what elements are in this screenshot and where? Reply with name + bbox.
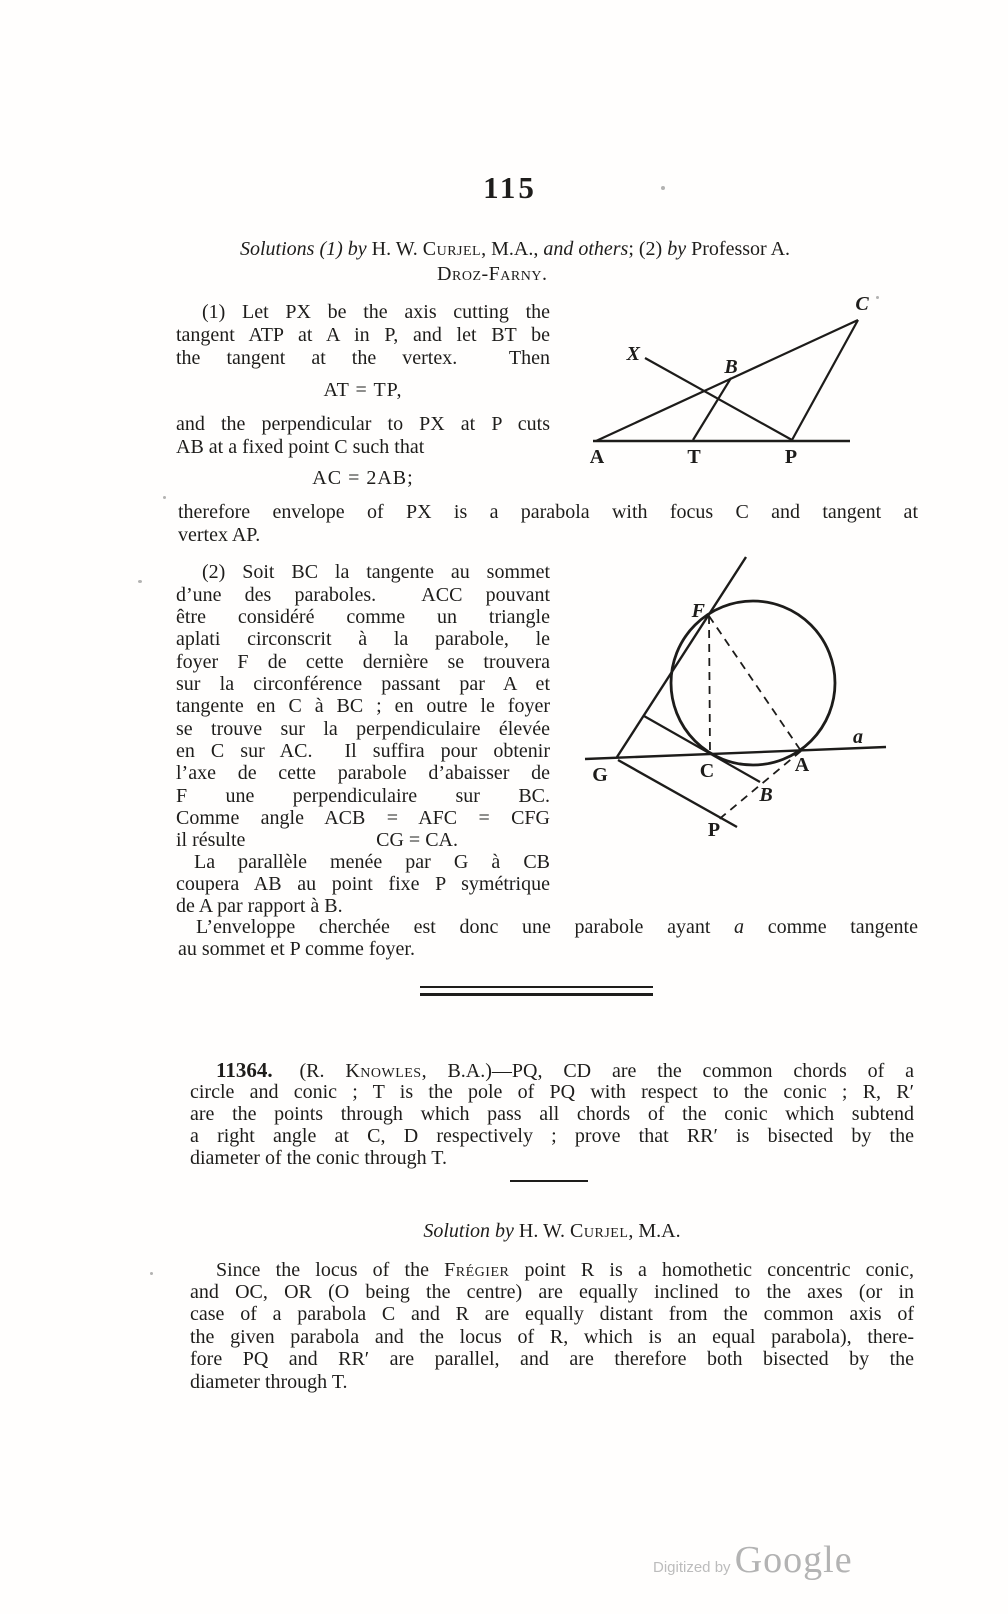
solution2-line: La parallèle menée par G à CB	[194, 851, 550, 873]
circle-through-A-F-tangent-C	[671, 601, 835, 765]
line-P-to-C	[792, 320, 858, 440]
scan-speck	[661, 186, 665, 190]
point-label-F: F	[691, 600, 705, 622]
point-label-G: G	[592, 764, 608, 786]
line-A-to-C	[596, 320, 858, 441]
attribution-segment: by	[667, 238, 687, 260]
point-label-B: B	[724, 356, 738, 378]
solutions-attribution-line1	[150, 238, 880, 260]
problem-statement-line: diameter of the conic through T.	[190, 1147, 447, 1169]
solution-body-line: and OC, OR (O being the centre) are equally inclined to the axes (or in	[190, 1281, 914, 1303]
attribution-segment: , M.A.,	[481, 238, 544, 260]
problem-statement-line: a right angle at C, D respectively ; prove that RR′ is bisected by the	[190, 1125, 914, 1147]
attribution-segment: Solutions (1) by	[239, 238, 372, 260]
scan-speck	[876, 296, 879, 299]
attribution-segment: Professor A.	[686, 238, 791, 260]
point-label-C: C	[855, 293, 869, 315]
digitized-by-text: Digitized by	[653, 1559, 735, 1576]
point-label-C: C	[699, 760, 715, 782]
solution-body-line	[190, 1259, 914, 1281]
dashed-line-F-to-C	[709, 616, 710, 753]
resulte-text: il résulte	[176, 829, 246, 851]
solution1-line: the tangent at the vertex. Then	[176, 347, 550, 369]
solution2-line: foyer F de cette dernière se trouvera	[176, 651, 550, 673]
solution2-conclusion-line	[178, 916, 918, 938]
solution2-line: F une perpendiculaire sur BC.	[176, 785, 550, 807]
digitized-by-google-watermark	[653, 1538, 853, 1582]
tangent-a-reference: a	[734, 916, 745, 938]
point-label-A: A	[589, 446, 605, 468]
solution2-line: d’une des paraboles. ACC pouvant	[176, 584, 550, 606]
fregier-reference: Frégier	[444, 1259, 510, 1281]
tangent-line-a	[585, 747, 886, 759]
solution2-line: tangente en C à BC ; en outre le foyer	[176, 695, 550, 717]
solution-by-text: Solution by	[423, 1220, 519, 1242]
point-label-P: P	[784, 446, 798, 468]
google-logo: Google	[734, 1539, 853, 1581]
point-label-A: A	[794, 754, 810, 776]
solver-name-segment: H. W.	[518, 1220, 571, 1242]
dashed-line-F-to-A	[709, 616, 801, 751]
equation-ac-2ab: AC = 2AB;	[312, 467, 414, 489]
solution-heading	[190, 1220, 914, 1242]
point-label-X: X	[626, 343, 640, 365]
problem-statement-line	[190, 1059, 914, 1082]
problem-number: 11364.	[216, 1058, 273, 1082]
point-label-T: T	[687, 446, 701, 468]
author-droz-farny: Droz-Farny	[437, 263, 542, 285]
solution1-line: vertex AP.	[178, 524, 261, 546]
solution-body-line: fore PQ and RR′ are parallel, and are therefore both bisected by the	[190, 1348, 914, 1370]
figure-circle-parabola-focus-diagram	[563, 543, 908, 848]
scan-speck	[150, 1272, 153, 1275]
solution-body-line: diameter through T.	[190, 1371, 348, 1393]
solution-body-line: case of a parabola C and R are equally distant from the common axis of	[190, 1303, 914, 1325]
solution2-line: sur la circonférence passant par A et	[176, 673, 550, 695]
solution1-line: AB at a fixed point C such that	[176, 436, 425, 458]
solution-segment: Since the locus of the	[216, 1259, 445, 1281]
figure-parabola-tangent-diagram	[558, 280, 903, 475]
solver-name-segment: , M.A.	[628, 1220, 681, 1242]
solution2-line: Comme angle ACB = AFC = CFG	[176, 807, 550, 829]
problem-statement-line: are the points through which pass all chords of the conic which subtend	[190, 1103, 914, 1125]
solution1-line: tangent ATP at A in P, and let BT be	[176, 324, 550, 346]
solution2-line: (2) Soit BC la tangente au sommet	[202, 561, 550, 583]
author-curjel: Curjel	[422, 238, 482, 260]
solution1-line: (1) Let PX be the axis cutting the	[202, 301, 550, 323]
page-number: 115	[483, 170, 537, 205]
equation-at-tp: AT = TP,	[323, 379, 403, 401]
solution2-line: se trouve sur la perpendiculaire élevée	[176, 718, 550, 740]
equation-cg-ca: CG = CA.	[376, 829, 458, 851]
solver-curjel: Curjel	[570, 1220, 629, 1242]
line-label-a: a	[853, 726, 863, 748]
proposer-knowles: Knowles	[345, 1060, 422, 1082]
scan-speck	[138, 580, 142, 583]
solution2-line: coupera AB au point fixe P symétrique	[176, 873, 550, 895]
solution2-line: l’axe de cette parabole d’abaisser de	[176, 762, 550, 784]
solution-segment: point R is a homothetic concentric conic,	[509, 1259, 914, 1281]
problem-statement-line: circle and conic ; T is the pole of PQ with respect to the conic ; R, R′	[190, 1081, 914, 1103]
conclusion-segment: comme tangente	[744, 916, 918, 938]
line-G-through-F	[617, 557, 746, 757]
section-divider-double-rule	[420, 986, 653, 996]
solution1-line: therefore envelope of PX is a parabola with focus C and tangent at	[178, 501, 918, 523]
point-label-P: P	[707, 819, 721, 841]
problem-divider-rule	[510, 1180, 588, 1182]
point-label-B: B	[759, 784, 773, 806]
line-G-parallel-CB-to-P	[618, 760, 737, 827]
attribution-segment: .	[541, 263, 547, 285]
solution1-line: and the perpendicular to PX at P cuts	[176, 413, 550, 435]
attribution-segment: ; (2)	[628, 238, 668, 260]
solution2-line: en C sur AC. Il suffira pour obtenir	[176, 740, 550, 762]
attribution-segment: and others	[543, 238, 629, 260]
solution2-conclusion-line: au sommet et P comme foyer.	[178, 938, 415, 960]
attribution-segment: H. W.	[371, 238, 423, 260]
scan-speck	[163, 496, 166, 499]
solution2-line: aplati circonscrit à la parabole, le	[176, 628, 550, 650]
problem-segment: , B.A.)—PQ, CD are the common chords of a	[421, 1060, 914, 1082]
conclusion-segment: L’enveloppe cherchée est donc une parabole ayant	[196, 916, 735, 938]
solution-body-line: the given parabola and the locus of R, which is an equal parabola), there-	[190, 1326, 914, 1348]
solution2-line: être considéré comme un triangle	[176, 606, 550, 628]
solution2-line-resulte	[176, 829, 550, 851]
solution2-line: de A par rapport à B.	[176, 895, 343, 917]
problem-segment: (R.	[278, 1060, 346, 1082]
